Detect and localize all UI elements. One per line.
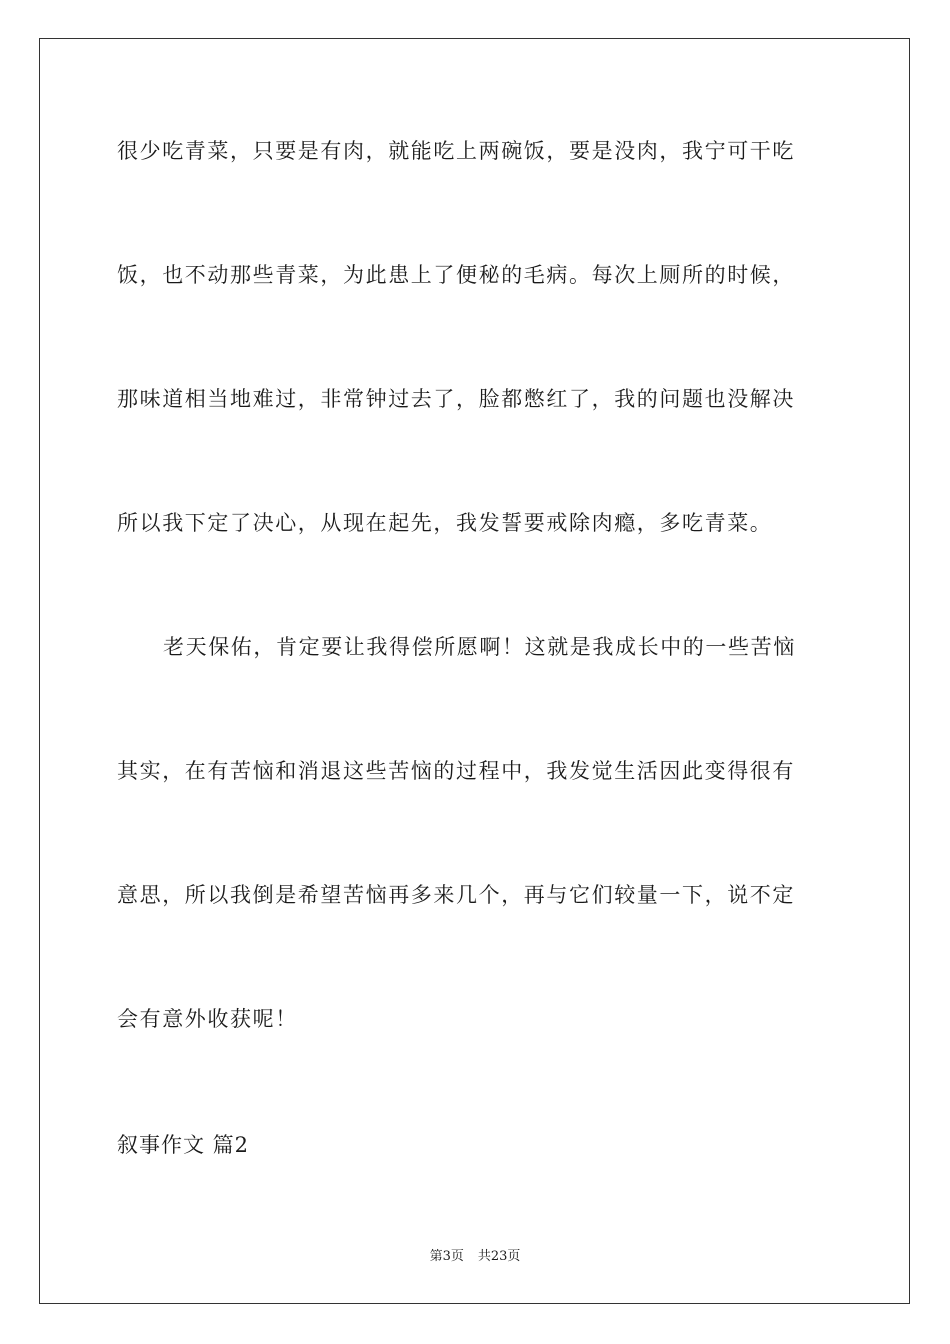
section-heading: 叙事作文 篇2 xyxy=(117,1133,250,1157)
page-total: 共23页 xyxy=(477,1249,521,1264)
page-footer xyxy=(0,1248,950,1266)
text-line-1: 很少吃青菜，只要是有肉，就能吃上两碗饭，要是没肉，我宁可干吃 xyxy=(117,139,795,163)
text-line-3: 那味道相当地难过，非常钟过去了，脸都憋红了，我的问题也没解决 xyxy=(117,387,795,411)
page-border xyxy=(39,38,910,1304)
text-line-5-paragraph-start: 老天保佑，肯定要让我得偿所愿啊！这就是我成长中的一些苦恼 xyxy=(163,635,796,659)
text-line-6: 其实，在有苦恼和消退这些苦恼的过程中，我发觉生活因此变得很有 xyxy=(117,759,795,783)
text-line-2: 饭，也不动那些青菜，为此患上了便秘的毛病。每次上厕所的时候， xyxy=(117,263,795,287)
page-number: 第3页 xyxy=(429,1249,464,1264)
text-line-8: 会有意外收获呢！ xyxy=(117,1007,298,1031)
text-line-4: 所以我下定了决心，从现在起先，我发誓要戒除肉瘾，多吃青菜。 xyxy=(117,511,773,535)
text-line-7: 意思，所以我倒是希望苦恼再多来几个，再与它们较量一下，说不定 xyxy=(117,883,795,907)
